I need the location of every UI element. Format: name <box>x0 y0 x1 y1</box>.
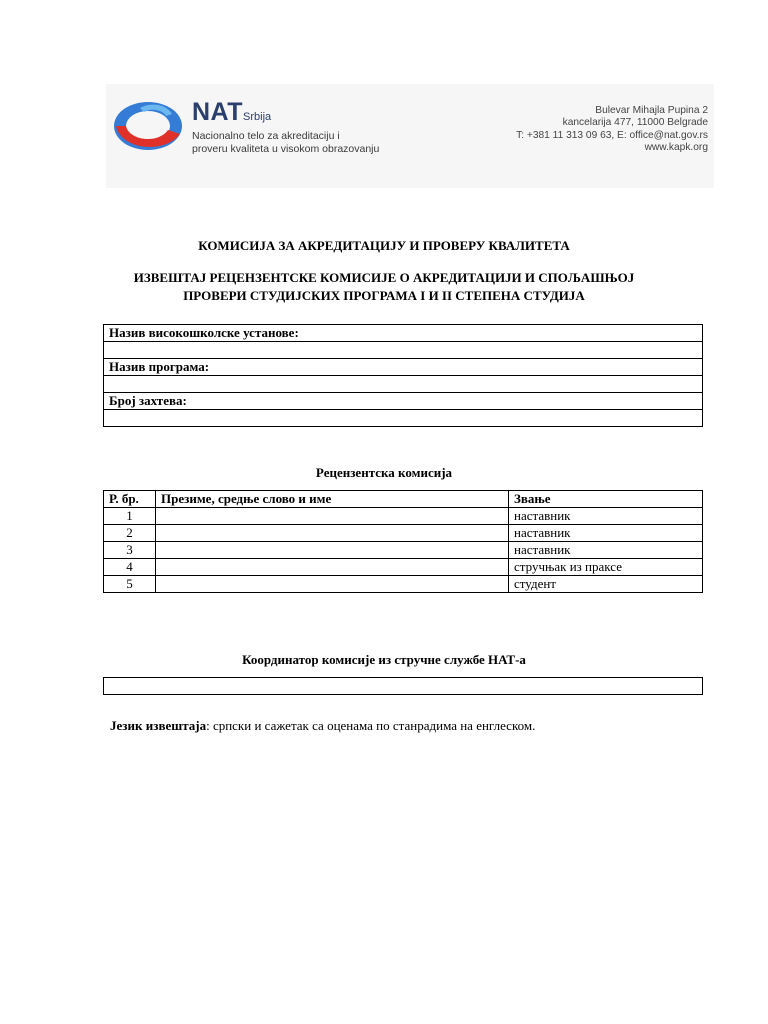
member-title: стручњак из праксе <box>509 559 703 576</box>
program-field[interactable] <box>104 376 703 393</box>
contact-office: kancelarija 477, 11000 Belgrade <box>562 117 708 129</box>
member-title: студент <box>509 576 703 593</box>
review-committee-title: Рецензентска комисија <box>315 465 453 480</box>
row-number: 4 <box>104 559 156 576</box>
member-title: наставник <box>509 508 703 525</box>
table-row <box>104 576 703 593</box>
subtitle-line-2: proveru kvaliteta u visokom obrazovanju <box>192 143 380 155</box>
brand-text: NAT <box>192 98 244 126</box>
table-row <box>104 508 703 525</box>
row-number: 3 <box>104 542 156 559</box>
request-field[interactable] <box>104 410 703 427</box>
table-row <box>104 525 703 542</box>
info-table <box>103 324 703 427</box>
row-number: 5 <box>104 576 156 593</box>
commission-title: КОМИСИЈА ЗА АКРЕДИТАЦИЈУ И ПРОВЕРУ КВАЛИТЕТА <box>198 238 570 253</box>
contact-phone-email: T: +381 11 313 09 63, E: office@nat.gov.rs <box>516 129 708 141</box>
institution-field[interactable] <box>104 342 703 359</box>
contact-block <box>516 105 708 154</box>
institution-label: Назив високошколске установе: <box>104 325 703 342</box>
member-title: наставник <box>509 525 703 542</box>
program-label: Назив програма: <box>104 359 703 376</box>
review-committee-table <box>103 490 703 593</box>
coordinator-table <box>103 677 703 695</box>
coordinator-title: Координатор комисије из стручне службе НАТ-а <box>242 652 526 667</box>
member-name-field[interactable] <box>156 559 509 576</box>
language-text: : српски и сажетак са оценама по станрадима на енглеском. <box>206 718 536 733</box>
table-row <box>104 559 703 576</box>
brand-subtitle <box>192 130 379 156</box>
report-title-line-1: ИЗВЕШТАЈ РЕЦЕНЗЕНТСКЕ КОМИСИЈЕ О АКРЕДИТАЦИЈИ И СПОЉАШЊОЈ <box>133 270 635 285</box>
report-title-line-2: ПРОВЕРИ СТУДИЈСКИХ ПРОГРАМА I И II СТЕПЕНА СТУДИЈА <box>183 288 585 303</box>
member-name-field[interactable] <box>156 542 509 559</box>
brand-name <box>192 98 271 127</box>
row-number: 1 <box>104 508 156 525</box>
nat-logo-icon <box>110 96 190 156</box>
row-number: 2 <box>104 525 156 542</box>
header-title: Звање <box>509 491 703 508</box>
table-row <box>104 542 703 559</box>
report-language <box>110 718 535 734</box>
letterhead <box>106 84 714 188</box>
header-number: Р. бр. <box>104 491 156 508</box>
contact-website: www.kapk.org <box>644 141 708 153</box>
coordinator-field[interactable] <box>104 678 703 695</box>
language-label: Језик извештаја <box>110 718 207 733</box>
contact-address: Bulevar Mihajla Pupina 2 <box>595 105 708 116</box>
member-name-field[interactable] <box>156 525 509 542</box>
brand-suffix: Srbija <box>243 111 272 123</box>
member-name-field[interactable] <box>156 576 509 593</box>
member-name-field[interactable] <box>156 508 509 525</box>
request-label: Број захтева: <box>104 393 703 410</box>
subtitle-line-1: Nacionalno telo za akreditaciju i <box>192 130 340 142</box>
member-title: наставник <box>509 542 703 559</box>
header-name: Презиме, средње слово и име <box>156 491 509 508</box>
